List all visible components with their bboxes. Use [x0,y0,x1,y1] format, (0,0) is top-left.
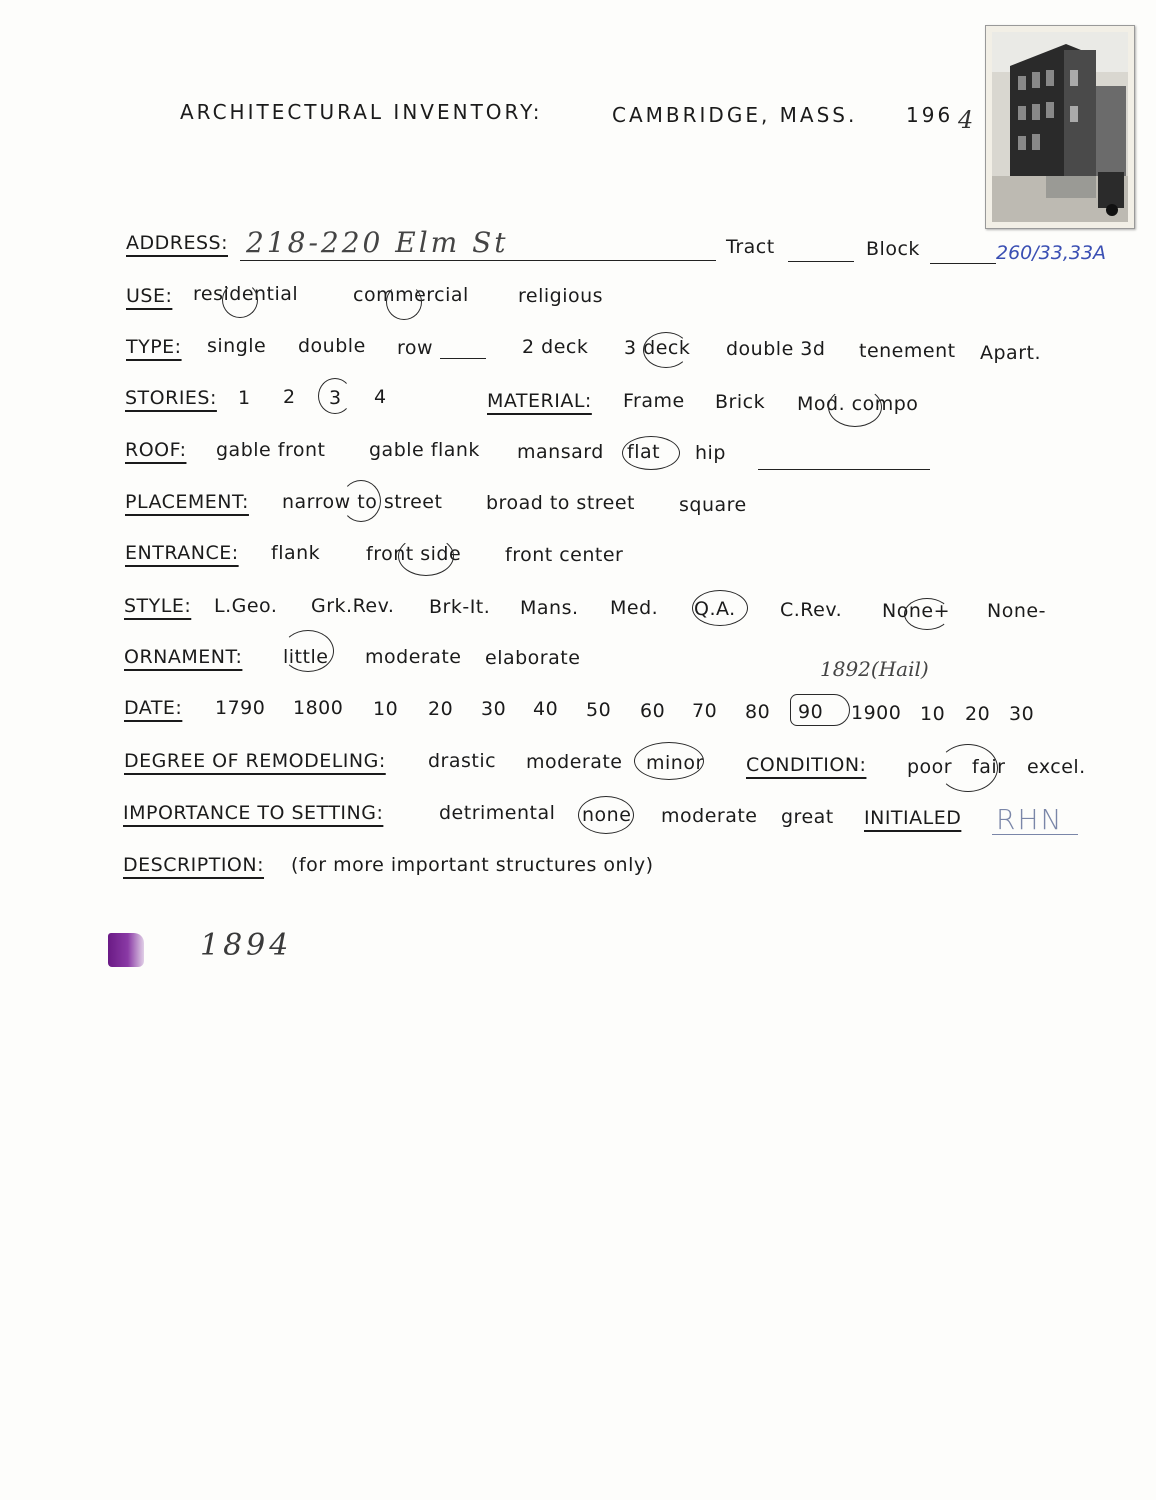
type-option-single: single [207,335,267,357]
placement-option-narrow: narrow to street [282,491,443,513]
ornament-option-moderate: moderate [365,646,462,668]
use-option-religious: religious [518,285,604,307]
ornament-label: ORNAMENT: [124,646,243,668]
condition-option-poor: poor [907,756,953,778]
form-year-handwritten: 4 [958,106,974,134]
form-city: CAMBRIDGE, MASS. [612,103,858,127]
roof-option-flat: flat [627,441,661,463]
roof-option-hip: hip [695,442,726,464]
date-option-10: 10 [373,698,399,720]
importance-option-great: great [781,806,834,828]
entrance-option-flank: flank [271,542,321,564]
building-photo [985,25,1135,229]
block-line [930,263,996,264]
remodeling-option-drastic: drastic [428,750,497,772]
roof-other-line [758,469,930,470]
stories-3-mark [318,378,352,414]
date-option-60: 60 [640,700,666,722]
roof-label: ROOF: [125,439,187,461]
type-option-tenement: tenement [859,340,956,362]
date-option-1800: 1800 [293,697,344,719]
importance-none-mark [578,796,634,834]
date-option-20: 20 [428,698,454,720]
initials-value: RHN [996,803,1064,836]
address-line [240,260,716,261]
block-value: 260/33,33A [996,242,1107,264]
ornament-option-little: little [283,646,329,668]
style-option-none-plus: None+ [882,600,950,622]
initials-line [992,834,1078,835]
remodeling-option-minor: minor [646,752,704,774]
date-option-1920: 20 [965,703,991,725]
remodeling-label: DEGREE OF REMODELING: [124,750,386,772]
type-row-line [440,358,486,359]
form-year-prefix: 196 [906,103,954,127]
address-value: 218-220 Elm St [246,226,509,259]
condition-option-fair: fair [972,756,1006,778]
initialed-label: INITIALED [864,807,962,829]
roof-flat-mark [622,436,680,470]
stories-option-2: 2 [283,386,296,408]
condition-fair-mark [938,744,998,792]
date-option-80: 80 [745,701,771,723]
condition-option-excel: excel. [1027,756,1086,778]
style-none-plus-mark [904,598,950,630]
style-option-brkit: Brk-It. [429,596,491,618]
description-handwritten: 1894 [200,928,293,963]
date-option-1900: 1900 [851,702,902,724]
use-commercial-mark [386,284,422,320]
material-option-brick: Brick [715,391,766,413]
date-option-70: 70 [692,700,718,722]
type-label: TYPE: [126,336,182,358]
placement-option-broad: broad to street [486,492,636,514]
entrance-label: ENTRANCE: [125,542,239,564]
style-option-crev: C.Rev. [780,599,843,621]
importance-option-detrimental: detrimental [439,802,556,824]
type-option-row: row [397,337,434,359]
condition-label: CONDITION: [746,754,867,776]
importance-option-moderate: moderate [661,805,758,827]
type-option-double3d: double 3d [726,338,826,360]
material-option-modcompo: Mod. compo [797,393,919,415]
use-option-commercial: commercial [353,284,469,306]
entrance-option-front-side: front side [366,543,462,565]
use-option-residential: residential [193,283,299,305]
date-option-50: 50 [586,699,612,721]
style-option-med: Med. [610,597,659,619]
entrance-option-front-center: front center [505,544,624,566]
date-label: DATE: [124,697,183,719]
tract-line [788,261,854,262]
type-option-2deck: 2 deck [522,336,589,358]
date-option-30: 30 [481,698,507,720]
purple-ink-stain [108,933,144,967]
ornament-little-mark [282,630,334,672]
use-residential-mark [222,282,258,318]
type-3deck-mark [643,332,689,368]
material-option-frame: Frame [623,390,685,412]
description-note: (for more important structures only) [291,854,654,876]
block-label: Block [866,238,920,260]
type-option-apart: Apart. [980,342,1042,364]
stories-option-1: 1 [238,387,251,409]
date-option-1930: 30 [1009,703,1035,725]
date-90-mark [790,694,850,726]
ornament-option-elaborate: elaborate [485,647,581,669]
description-label: DESCRIPTION: [123,854,265,876]
importance-option-none: none [582,804,632,826]
type-option-3deck: 3 deck [624,337,691,359]
date-annotation: 1892(Hail) [820,657,929,681]
style-option-grkrev: Grk.Rev. [311,595,395,617]
style-label: STYLE: [124,595,192,617]
date-option-1790: 1790 [215,697,266,719]
style-qa-mark [692,590,748,626]
roof-option-gable-front: gable front [216,439,326,461]
date-option-1910: 10 [920,703,946,725]
tract-label: Tract [726,236,775,258]
stories-option-3: 3 [329,387,342,409]
placement-option-square: square [679,494,747,516]
date-option-90: 90 [798,701,824,723]
remodeling-option-moderate: moderate [526,751,623,773]
entrance-front-side-mark [398,536,454,576]
date-option-40: 40 [533,698,559,720]
style-option-qa: Q.A. [694,598,736,620]
roof-option-mansard: mansard [517,441,604,463]
stories-label: STORIES: [125,387,217,409]
importance-label: IMPORTANCE TO SETTING: [123,802,384,824]
material-modcompo-mark [828,387,882,427]
use-label: USE: [126,285,173,307]
material-label: MATERIAL: [487,390,592,412]
style-option-lgeo: L.Geo. [214,595,278,617]
placement-narrow-mark [341,480,381,522]
style-option-none-minus: None- [987,600,1046,622]
building-photo-image [986,26,1134,228]
style-option-mans: Mans. [520,597,579,619]
placement-label: PLACEMENT: [125,491,249,513]
remodeling-minor-mark [634,742,704,780]
address-label: ADDRESS: [126,232,228,254]
type-option-double: double [298,335,366,357]
roof-option-gable-flank: gable flank [369,439,480,461]
stories-option-4: 4 [374,386,387,408]
form-title: ARCHITECTURAL INVENTORY: [180,100,543,124]
